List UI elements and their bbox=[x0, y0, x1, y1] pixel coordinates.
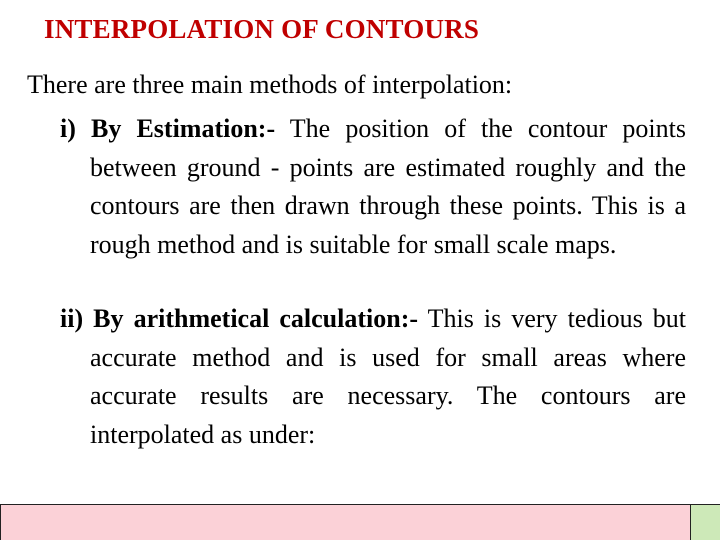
intro-text: There are three main methods of interpolation: bbox=[27, 70, 513, 99]
method-item-estimation bbox=[60, 110, 686, 264]
slide-title: INTERPOLATION OF CONTOURS bbox=[44, 14, 480, 44]
method-label: ii) By arithmetical calculation:- bbox=[60, 304, 419, 333]
method-text: This is very tedious but accurate method and is used for small areas where accurate results are necessary. The contours are interpolated as under: bbox=[90, 304, 686, 449]
footer-corner-block bbox=[690, 504, 720, 540]
method-label: i) By Estimation:- bbox=[60, 114, 276, 143]
method-item-arithmetical bbox=[60, 300, 686, 454]
method-text: The position of the contour points between ground - points are estimated roughly and the contours are then drawn through these points. This is a rough method and is suitable for small scale maps. bbox=[90, 114, 686, 259]
footer-bar bbox=[0, 504, 690, 540]
